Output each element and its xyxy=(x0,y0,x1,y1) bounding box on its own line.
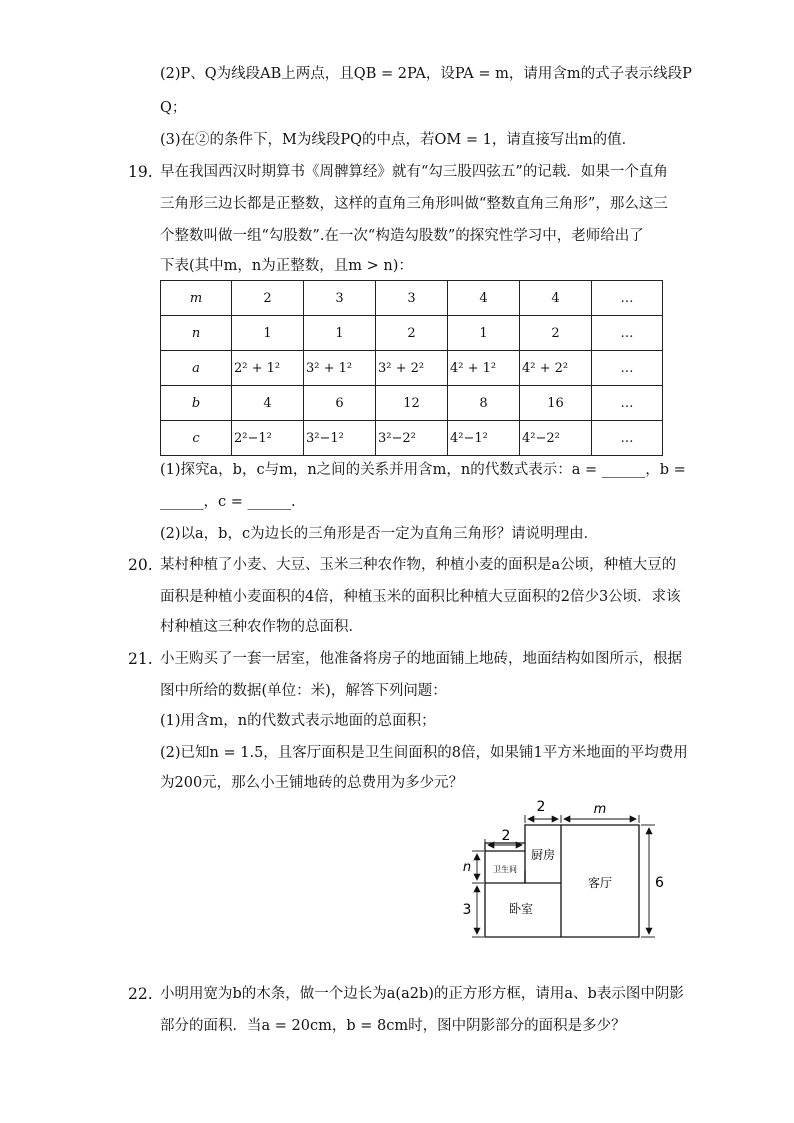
dim-label-3: 3 xyxy=(462,902,472,918)
room-label-bedroom: 卧室 xyxy=(508,902,534,916)
table-cell: 4 xyxy=(520,281,592,316)
q18-part2-line1: (2)P、Q为线段AB上两点，且QB = 2PA，设PA = m，请用含m的式子表示线段P xyxy=(160,66,692,82)
q19-line: 早在我国西汉时期算书《周髀算经》就有“勾三股四弦五”的记载．如果一个直角 xyxy=(160,164,668,180)
q19-sub1-line2: ______，c = ______. xyxy=(160,494,296,510)
q21-line: 小王购买了一套一居室，他准备将房子的地面铺上地砖，地面结构如图所示，根据 xyxy=(160,651,682,667)
table-cell: 4²−2² xyxy=(520,421,592,456)
dimension-lines xyxy=(472,815,655,937)
q21-sub2-line1: (2)已知n = 1.5，且客厅面积是卫生间面积的8倍，如果铺1平方米地面的平均费用 xyxy=(160,745,688,761)
q22-number: 22. xyxy=(128,985,153,1003)
table-cell: 2² + 1² xyxy=(232,351,304,386)
q18-part2-line2: Q； xyxy=(160,100,187,116)
q20-line: 某村种植了小麦、大豆、玉米三种农作物，种植小麦的面积是a公顷，种植大豆的 xyxy=(160,557,677,573)
room-label-bathroom: 卫生间 xyxy=(493,865,517,874)
table-cell: 3²−1² xyxy=(304,421,376,456)
dim-label-2-bath: 2 xyxy=(501,828,511,844)
table-cell: 2 xyxy=(520,316,592,351)
table-cell: 1 xyxy=(448,316,520,351)
q21-number: 21. xyxy=(128,650,153,668)
table-cell: 3 xyxy=(376,281,448,316)
table-cell: 8 xyxy=(448,386,520,421)
row-label-n: n xyxy=(161,316,232,351)
row-label-a: a xyxy=(161,351,232,386)
q21-sub2-line2: 为200元，那么小王铺地砖的总费用为多少元？ xyxy=(160,775,464,791)
q19-sub2: (2)以a，b，c为边长的三角形是否一定为直角三角形？请说明理由． xyxy=(160,526,599,542)
table-cell: … xyxy=(592,421,663,456)
table-cell: 12 xyxy=(376,386,448,421)
table-cell: … xyxy=(592,386,663,421)
table-cell: 2²−1² xyxy=(232,421,304,456)
room-label-living: 客厅 xyxy=(587,876,613,890)
table-cell: … xyxy=(592,316,663,351)
room-label-kitchen: 厨房 xyxy=(530,848,556,862)
q20-number: 20. xyxy=(128,556,153,574)
dim-label-n: n xyxy=(462,860,472,875)
table-row xyxy=(161,351,663,386)
table-cell: 4² + 1² xyxy=(448,351,520,386)
q22-line2: 部分的面积．当a = 20cm，b = 8cm时，图中阴影部分的面积是多少？ xyxy=(160,1018,626,1034)
table-cell: 4² + 2² xyxy=(520,351,592,386)
table-cell: 4 xyxy=(448,281,520,316)
row-label-c: c xyxy=(161,421,232,456)
q21-line: 图中所给的数据(单位：米)，解答下列问题： xyxy=(160,683,447,699)
table-cell: 4²−1² xyxy=(448,421,520,456)
table-cell: 2 xyxy=(376,316,448,351)
q19-number: 19. xyxy=(128,163,153,181)
table-row xyxy=(161,421,663,456)
pythagorean-table xyxy=(160,280,663,456)
table-cell: … xyxy=(592,351,663,386)
q21-sub1: (1)用含m，n的代数式表示地面的总面积； xyxy=(160,713,436,729)
table-cell: 6 xyxy=(304,386,376,421)
q19-line: 个整数叫做一组“勾股数”.在一次“构造勾股数”的探究性学习中，老师给出了 xyxy=(160,228,644,244)
table-cell: 4 xyxy=(232,386,304,421)
table-cell: 3² + 1² xyxy=(304,351,376,386)
dim-label-6: 6 xyxy=(655,875,664,891)
q19-line: 三角形三边长都是正整数，这样的直角三角形叫做“整数直角三角形”，那么这三 xyxy=(160,196,668,212)
row-label-b: b xyxy=(161,386,232,421)
table-cell: 1 xyxy=(304,316,376,351)
table-cell: 3²−2² xyxy=(376,421,448,456)
table-row xyxy=(161,386,663,421)
q19-line: 下表(其中m，n为正整数，且m > n)： xyxy=(160,258,413,274)
table-cell: … xyxy=(592,281,663,316)
table-row xyxy=(161,316,663,351)
row-label-m: m xyxy=(161,281,232,316)
q19-sub1-line1: (1)探究a，b，c与m，n之间的关系并用含m，n的代数式表示：a = ______，b = xyxy=(160,462,686,478)
table-row xyxy=(161,281,663,316)
table-cell: 1 xyxy=(232,316,304,351)
table-cell: 2 xyxy=(232,281,304,316)
table-cell: 16 xyxy=(520,386,592,421)
q18-part3: (3)在②的条件下，M为线段PQ的中点，若OM = 1，请直接写出m的值． xyxy=(160,132,637,148)
q20-line: 村种植这三种农作物的总面积． xyxy=(160,619,363,635)
floor-plan-figure xyxy=(455,795,665,945)
dim-label-2-top: 2 xyxy=(536,799,546,815)
dim-label-m: m xyxy=(593,802,607,817)
table-cell: 3 xyxy=(304,281,376,316)
table-cell: 3² + 2² xyxy=(376,351,448,386)
q22-line1: 小明用宽为b的木条，做一个边长为a(a2b)的正方形方框，请用a、b表示图中阴影 xyxy=(160,986,684,1002)
q20-line: 面积是种植小麦面积的4倍，种植玉米的面积比种植大豆面积的2倍少3公顷．求该 xyxy=(160,589,681,605)
